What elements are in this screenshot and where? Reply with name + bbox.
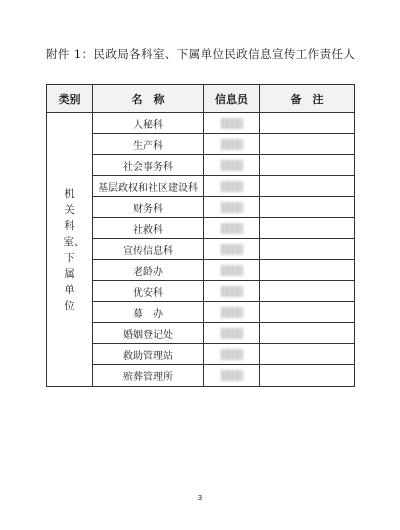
category-label: 机关科室、下属单位 [63, 187, 85, 312]
info-officer-cell [204, 260, 260, 281]
remark-cell [260, 281, 355, 302]
department-name: 财务科 [93, 197, 204, 218]
remark-cell [260, 365, 355, 387]
remark-cell [260, 302, 355, 323]
redacted-name [221, 223, 243, 234]
redacted-name [221, 118, 243, 129]
header-info-officer: 信息员 [204, 85, 260, 113]
department-name: 优安科 [93, 281, 204, 302]
department-name: 募 办 [93, 302, 204, 323]
info-officer-cell [204, 323, 260, 344]
info-officer-cell [204, 134, 260, 155]
remark-cell [260, 260, 355, 281]
redacted-name [221, 349, 243, 360]
info-officer-cell [204, 218, 260, 239]
redacted-name [221, 370, 243, 381]
table-row [47, 134, 355, 155]
redacted-name [221, 202, 243, 213]
info-officer-cell [204, 344, 260, 365]
table-row [47, 281, 355, 302]
department-name: 殡葬管理所 [93, 365, 204, 387]
info-officer-cell [204, 176, 260, 197]
department-name: 社救科 [93, 218, 204, 239]
department-name: 基层政权和社区建设科 [93, 176, 204, 197]
document-title: 附件 1：民政局各科室、下属单位民政信息宣传工作责任人 [46, 47, 356, 61]
remark-cell [260, 155, 355, 176]
category-cell [47, 113, 93, 387]
info-officer-cell [204, 239, 260, 260]
redacted-name [221, 139, 243, 150]
responsibility-table [46, 84, 355, 387]
table-row [47, 176, 355, 197]
remark-cell [260, 197, 355, 218]
department-name: 婚姻登记处 [93, 323, 204, 344]
header-category: 类别 [47, 85, 93, 113]
remark-cell [260, 239, 355, 260]
redacted-name [221, 328, 243, 339]
remark-cell [260, 344, 355, 365]
page-number: 3 [197, 494, 203, 502]
redacted-name [221, 160, 243, 171]
department-name: 老龄办 [93, 260, 204, 281]
info-officer-cell [204, 365, 260, 387]
table-header-row [47, 85, 355, 113]
table-row [47, 344, 355, 365]
info-officer-cell [204, 197, 260, 218]
remark-cell [260, 113, 355, 134]
table-body [47, 113, 355, 387]
table-row [47, 155, 355, 176]
header-remark: 备 注 [260, 85, 355, 113]
department-name: 宣传信息科 [93, 239, 204, 260]
table-row [47, 218, 355, 239]
table-row [47, 365, 355, 387]
redacted-name [221, 265, 243, 276]
table-row [47, 260, 355, 281]
table-row [47, 323, 355, 344]
remark-cell [260, 218, 355, 239]
table-row [47, 197, 355, 218]
info-officer-cell [204, 281, 260, 302]
remark-cell [260, 323, 355, 344]
redacted-name [221, 307, 243, 318]
remark-cell [260, 176, 355, 197]
info-officer-cell [204, 155, 260, 176]
table-row [47, 302, 355, 323]
header-name: 名 称 [93, 85, 204, 113]
info-officer-cell [204, 113, 260, 134]
redacted-name [221, 181, 243, 192]
department-name: 人秘科 [93, 113, 204, 134]
department-name: 社会事务科 [93, 155, 204, 176]
table-row [47, 113, 355, 134]
redacted-name [221, 286, 243, 297]
info-officer-cell [204, 302, 260, 323]
redacted-name [221, 244, 243, 255]
department-name: 生产科 [93, 134, 204, 155]
table-row [47, 239, 355, 260]
department-name: 救助管理站 [93, 344, 204, 365]
remark-cell [260, 134, 355, 155]
